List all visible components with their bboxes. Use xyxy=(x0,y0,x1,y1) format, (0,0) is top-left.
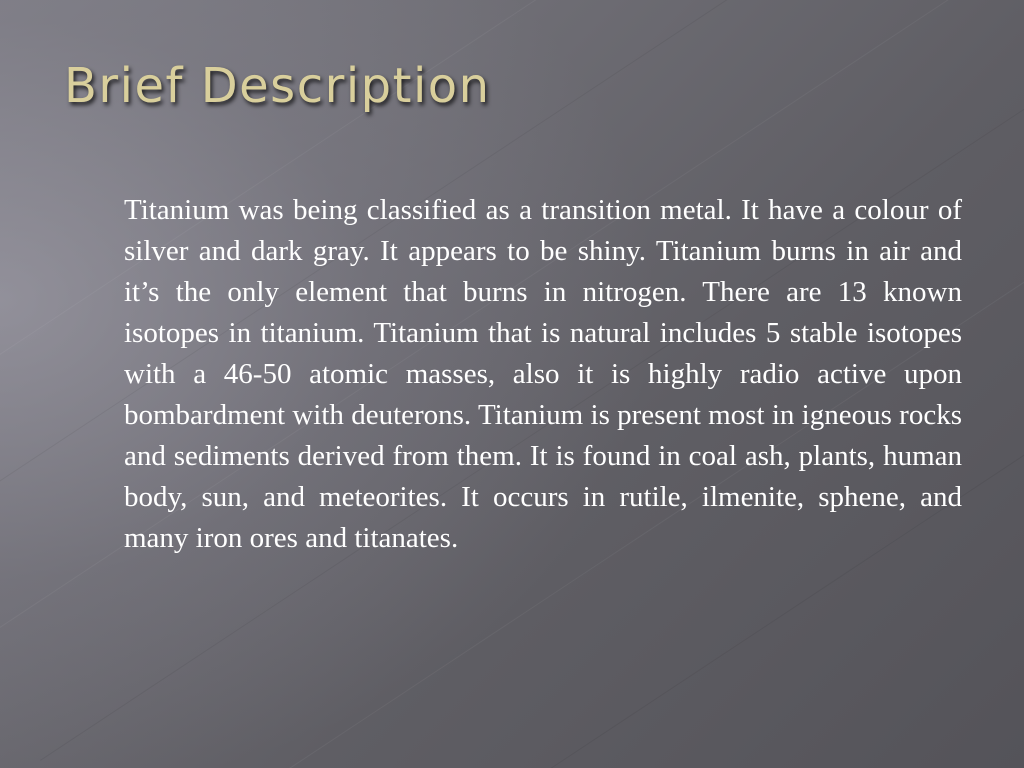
body-paragraph: Titanium was being classified as a transition metal. It have a colour of silver and dark gray. It appears to be shiny. Titanium burns in air and it’s the only element that burns in nitrogen. There are 13 known isotopes in titanium. Titanium that is natural includes 5 stable isotopes with a 46-50 atomic masses, also it is highly radio active upon bombardment with deuterons. Titanium is present most in igneous rocks and sediments derived from them. It is found in coal ash, plants, human body, sun, and meteorites. It occurs in rutile, ilmenite, sphene, and many iron ores and titanates. xyxy=(124,194,962,554)
slide-title: Brief Description xyxy=(64,58,491,114)
